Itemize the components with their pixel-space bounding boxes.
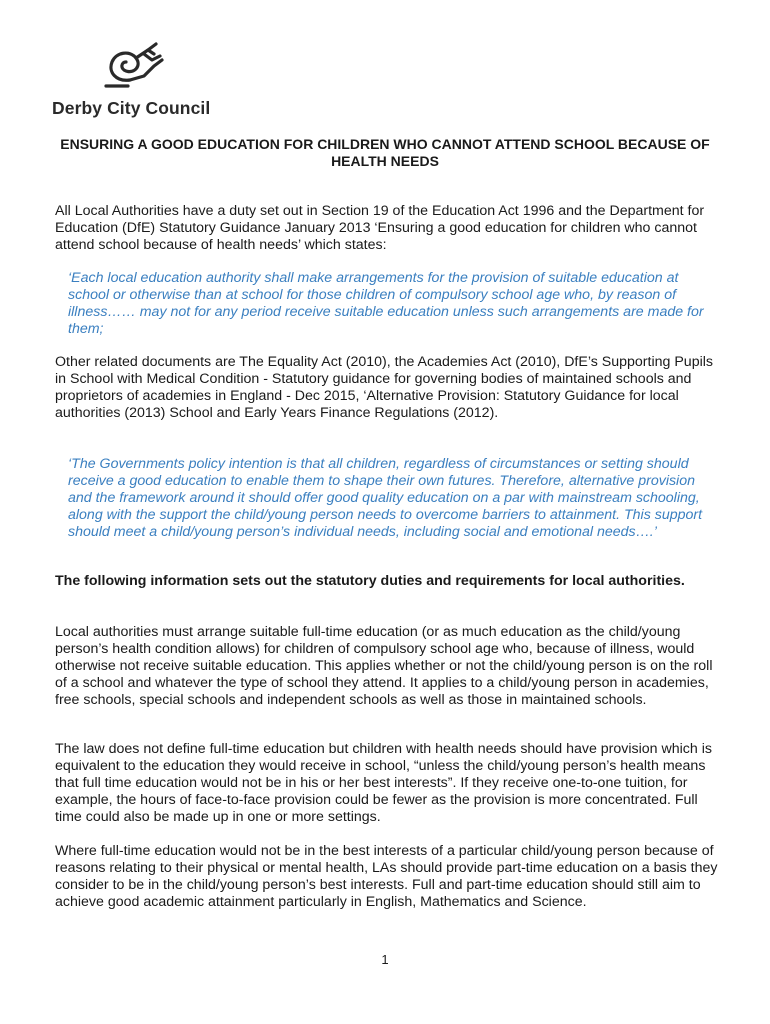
- intro-paragraph: All Local Authorities have a duty set out in Section 19 of the Education Act 1996 and the Department for Education (DfE) Statutory Guidance January 2013 ‘Ensuring a good education for children who cannot attend school because of health needs’ which states:: [55, 203, 705, 253]
- ram-logo-icon: [100, 40, 170, 96]
- page-number: 1: [381, 952, 389, 967]
- council-logo: [52, 40, 212, 120]
- law-definition-paragraph: The law does not define full-time education but children with health needs should have provision which is equivalent to the education they would receive in school, “unless the child/young person’s health means that full time education would not be in his or her best interests”. If they receive one-to-one tuition, for example, the hours of face-to-face provision could be fewer as the provision is more concentrated. Full time could also be made up in one or more settings.: [55, 741, 712, 825]
- statutory-heading: The following information sets out the statutory duties and requirements for local authorities.: [55, 573, 685, 589]
- document-title: ENSURING A GOOD EDUCATION FOR CHILDREN WHO CANNOT ATTEND SCHOOL BECAUSE OF HEALTH NEEDS: [60, 136, 710, 169]
- full-time-education-paragraph: Local authorities must arrange suitable full-time education (or as much education as the child/young person’s health condition allows) for children of compulsory school age who, because of illness, would otherwise not receive suitable education. This applies whether or not the child/young person is on the roll of a school and whatever the type of school they attend. It applies to a child/young person in academies, free schools, special schools and independent schools as well as those in maintained schools.: [55, 624, 713, 708]
- statutory-quote: ‘Each local education authority shall make arrangements for the provision of suitable education at school or otherwise than at school for those children of compulsory school age who, by reason of illness…… may not for any period receive suitable education unless such arrangements are made for them;: [68, 270, 704, 337]
- related-documents-paragraph: Other related documents are The Equality Act (2010), the Academies Act (2010), DfE’s Supporting Pupils in School with Medical Condition - Statutory guidance for governing bodies of maintained schools and proprietors of academies in England - Dec 2015, ‘Alternative Provision: Statutory Guidance for local authorities (2013) School and Early Years Finance Regulations (2012).: [55, 354, 713, 421]
- part-time-education-paragraph: Where full-time education would not be in the best interests of a particular child/young person because of reasons relating to their physical or mental health, LAs should provide part-time education on a basis they consider to be in the child/young person’s best interests. Full and part-time education should still aim to achieve good academic attainment particularly in English, Mathematics and Science.: [55, 843, 718, 910]
- policy-quote: ‘The Governments policy intention is that all children, regardless of circumstances or setting should receive a good education to enable them to shape their own futures. Therefore, alternative provision and the framework around it should offer good quality education on a par with mainstream schooling, along with the support the child/young person needs to overcome barriers to attainment. This support should meet a child/young person’s individual needs, including social and emotional needs….’: [68, 456, 703, 540]
- council-name: Derby City Council: [52, 98, 211, 118]
